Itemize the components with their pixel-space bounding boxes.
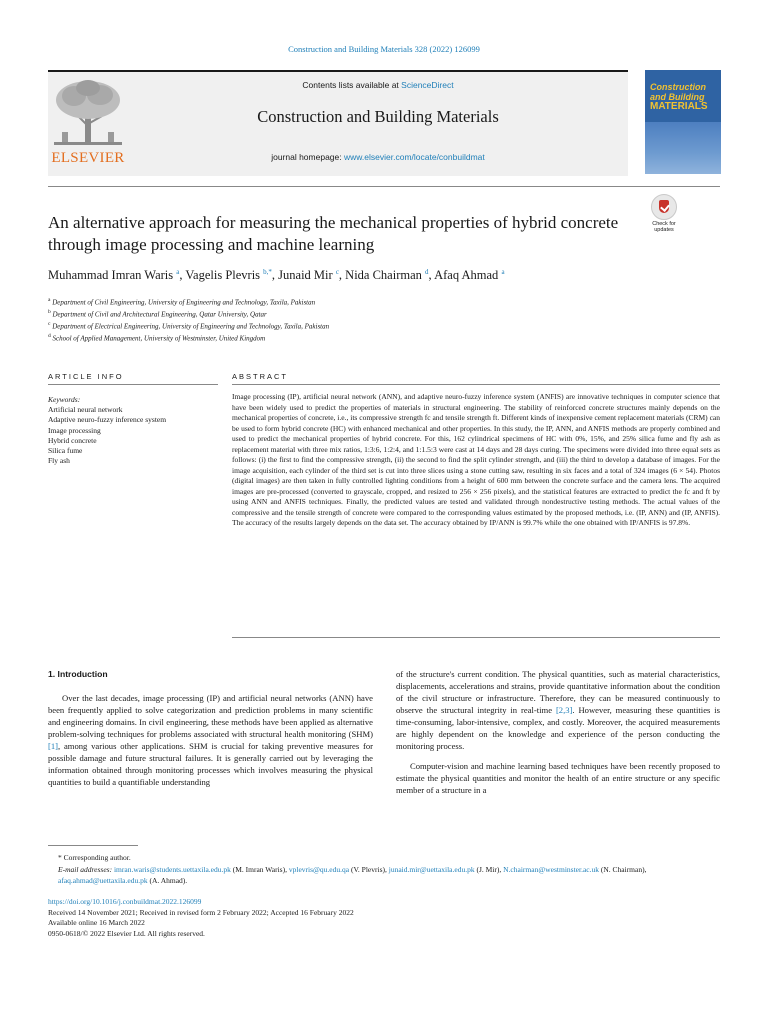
article-history: Received 14 November 2021; Received in revised form 2 February 2022; Accepted 16 February 2022 — [48, 907, 354, 917]
body-column-left — [48, 668, 373, 796]
email-owner: (N. Chairman), — [598, 864, 647, 874]
email-link[interactable]: junaid.mir@uettaxila.edu.pk — [388, 864, 475, 874]
email-addresses — [48, 864, 720, 887]
article-metadata — [48, 897, 720, 939]
affiliation-marker: c — [48, 320, 51, 327]
footnotes — [48, 852, 720, 887]
affiliation-list — [48, 296, 720, 344]
email-owner: (A. Ahmad). — [147, 876, 188, 885]
footnote-divider — [48, 845, 138, 846]
abstract-text: Image processing (IP), artificial neural network (ANN), and adaptive neuro-fuzzy inference system (ANFIS) are innovative techniques in computer science that have been widely used to predict the properties of materials in structural engineering. The stability of reinforced concrete structures mainly depends on the mechanical properties of concrete, i.e., its compressive strength fc and tensile strength ft. Different kinds of inexpensive cement replacement materials (CRM) can be used to form hybrid concrete (HC) with enhanced mechanical and other properties. In this study, the IP, ANN, and ANFIS methods are properly combined and used to predict the mechanical properties of hybrid concrete. For this, 162 cylindrical specimens of HC with 0%, 15%, and 25% silica fume and fly ash as replacement material with three mix ratios, 1:3:6, 1:2:4, and 1:1.5:3 were cast at 14 days and 28 days curing. The specimens were divided into three equal sets as follows: (i) the first to find the compressive strength, (ii) the second to find the split cylinder strength, and (iii) the third to develop a database of images. For the image acquisition, each cylinder of the third set is cut into three slices using a stone cutting saw, resulting in six faces and a total of 324 images (6 × 54). Photos (digital images) are then taken in fully controlled lighting conditions from a height of 600 mm between the concrete surface and the camera lens. The acquired images are pre-processed (converted to grayscale, cropped, and resized to 256 × 256 pixels), and the statistical features are extracted to predict the fc and ft by using ANN and ANFIS techniques. Finally, the predicted values are tested and validated through nondestructive testing methods. The actual values of the compressive and the tensile strength of concrete were compared to the corresponding values estimated by the proposed methods, i.e. (IP, ANN) and (IP, ANFIS). The accuracy of the results largely depends on the data set. The accuracy obtained by IP/ANN is 99.7% while the one obtained with IP/ANFIS is 97.8%. — [232, 392, 720, 527]
homepage-line — [128, 152, 628, 162]
paragraph-text: . However, measuring these quantities is time-consuming, labor-intensive, complex, and costly. Moreover, the acquired measurements are highly dependent on the knowledge and experience of the person conducting the monitoring process. — [396, 705, 720, 751]
author-affiliation-marker[interactable]: d — [425, 268, 429, 276]
cover-line-1: Construction — [650, 82, 706, 92]
check-for-updates-button[interactable] — [645, 194, 683, 234]
article-title: An alternative approach for measuring the mechanical properties of hybrid concrete through image processing and machine learning — [48, 213, 619, 254]
contents-prefix: Contents lists available at — [302, 80, 402, 90]
affiliation-marker: b — [48, 308, 51, 315]
corresponding-author-note: * Corresponding author. — [58, 853, 131, 862]
doi-link[interactable]: https://doi.org/10.1016/j.conbuildmat.2022.126099 — [48, 897, 202, 906]
cover-title — [650, 82, 718, 112]
abstract-heading: ABSTRACT — [232, 372, 289, 381]
email-link[interactable]: vplevris@qu.edu.qa — [288, 864, 350, 874]
journal-title[interactable]: Construction and Building Materials — [257, 107, 499, 126]
affiliation-item — [48, 332, 720, 344]
email-owner: (J. Mir), — [474, 864, 504, 874]
body-paragraph — [396, 668, 720, 752]
article-info-heading: ARTICLE INFO — [48, 372, 124, 381]
author-affiliation-marker[interactable]: a — [176, 268, 180, 276]
keyword-item: Artificial neural network — [48, 405, 123, 415]
elsevier-wordmark: ELSEVIER — [51, 150, 125, 166]
available-online: Available online 16 March 2022 — [48, 918, 145, 927]
affiliation-text: Department of Civil and Architectural Engineering, Qatar University, Qatar — [52, 310, 267, 319]
contents-line — [128, 80, 628, 90]
email-link[interactable]: afaq.ahmad@uettaxila.edu.pk — [58, 876, 148, 885]
affiliation-item — [48, 308, 720, 320]
abstract-bottom-divider — [232, 637, 720, 638]
email-owner: (M. Imran Waris), — [230, 864, 289, 874]
author-link[interactable]: Muhammad Imran Waris — [48, 268, 174, 283]
keyword-item: Fly ash — [48, 456, 70, 466]
check-updates-icon — [651, 194, 677, 220]
cover-line-3: MATERIALS — [650, 101, 708, 112]
email-label: E-mail addresses: — [58, 864, 114, 874]
body-paragraph — [48, 692, 373, 788]
keywords-label: Keywords: — [48, 395, 81, 404]
email-link[interactable]: imran.waris@students.uettaxila.edu.pk — [113, 864, 231, 874]
affiliation-text: Department of Electrical Engineering, University of Engineering and Technology, Taxila, Pakistan — [52, 322, 330, 331]
email-owner: (V. Plevris), — [349, 864, 389, 874]
author-link[interactable]: Junaid Mir — [278, 268, 333, 283]
author-link[interactable]: Nida Chairman — [345, 268, 422, 283]
check-updates-label: Check for updates — [652, 221, 676, 233]
citation-link[interactable]: [2,3] — [555, 705, 573, 715]
author-affiliation-marker[interactable]: c — [335, 268, 339, 276]
author-list: Muhammad Imran Waris $^a$, Vagelis Plevris $^{b,*}$, Junaid Mir $^c$, Nida Chairman $^d$, Afaq Ahmad $^a$ — [48, 268, 505, 283]
author-affiliation-marker[interactable]: b,* — [263, 268, 272, 276]
keyword-item: Adaptive neuro-fuzzy inference system — [48, 415, 167, 425]
copyright-notice: 0950-0618/© 2022 Elsevier Ltd. All rights reserved. — [48, 928, 205, 938]
affiliation-text: School of Applied Management, University of Westminster, United Kingdom — [52, 334, 266, 343]
elsevier-tree-icon — [48, 78, 128, 150]
body-paragraph: Computer-vision and machine learning based techniques have been recently proposed to estimate the physical quantities and monitor the health of an entire structure or any specific member of a structure in a — [396, 761, 720, 795]
affiliation-item — [48, 320, 720, 332]
email-link[interactable]: N.chairman@westminster.ac.uk — [503, 864, 599, 874]
journal-reference[interactable]: Construction and Building Materials 328 (2022) 126099 — [288, 44, 480, 54]
keyword-item: Silica fume — [48, 446, 83, 456]
cover-line-2: and Building — [650, 92, 705, 102]
paragraph-text: of the structure's current condition. The physical quantities, such as material characteristics, displacements, accelerations and strains, provide quantitative information about the condition of the civil structure or infrastructure. Therefore, they can be measured continuously to observe the structural integrity in real-time — [396, 669, 720, 715]
keyword-item: Hybrid concrete — [48, 435, 97, 445]
elsevier-logo[interactable] — [48, 78, 128, 168]
article-info-divider — [48, 384, 218, 385]
paragraph-text: , among various other applications. SHM is crucial for taking preventive measures for possible damage and future structural failures. It is generally carried out by leveraging the information obtained through monitoring processes which involves measuring the physical quantities to build a quantifiable understanding — [48, 741, 373, 787]
affiliation-text: Department of Civil Engineering, University of Engineering and Technology, Taxila, Pakistan — [52, 298, 316, 307]
affiliation-marker: d — [48, 332, 51, 339]
author-link[interactable]: Afaq Ahmad — [434, 268, 499, 283]
citation-link[interactable]: [1] — [48, 741, 59, 751]
keywords-block — [48, 395, 218, 466]
sciencedirect-link[interactable]: ScienceDirect — [401, 80, 454, 90]
header-divider — [48, 186, 720, 187]
section-heading-introduction: 1. Introduction — [48, 669, 108, 679]
homepage-prefix: journal homepage: — [271, 152, 344, 162]
keyword-item: Image processing — [48, 425, 101, 435]
affiliation-item — [48, 296, 720, 308]
journal-homepage-link[interactable]: www.elsevier.com/locate/conbuildmat — [343, 152, 485, 162]
cover-artwork — [645, 122, 721, 174]
abstract-divider — [232, 384, 720, 385]
body-column-right — [396, 668, 720, 804]
author-link[interactable]: Vagelis Plevris — [185, 268, 261, 283]
affiliation-marker: a — [48, 297, 51, 303]
journal-cover-image[interactable] — [645, 70, 721, 174]
paragraph-text: Over the last decades, image processing (IP) and artificial neural networks (ANN) have been frequently applied to solve categorization and prediction problems in many scientific and engineering domains. In civil engineering, these methods have been applied as alternative problem-solving techniques for problems associated with structural health monitoring (SHM) — [48, 693, 373, 739]
author-affiliation-marker[interactable]: a — [501, 268, 505, 276]
